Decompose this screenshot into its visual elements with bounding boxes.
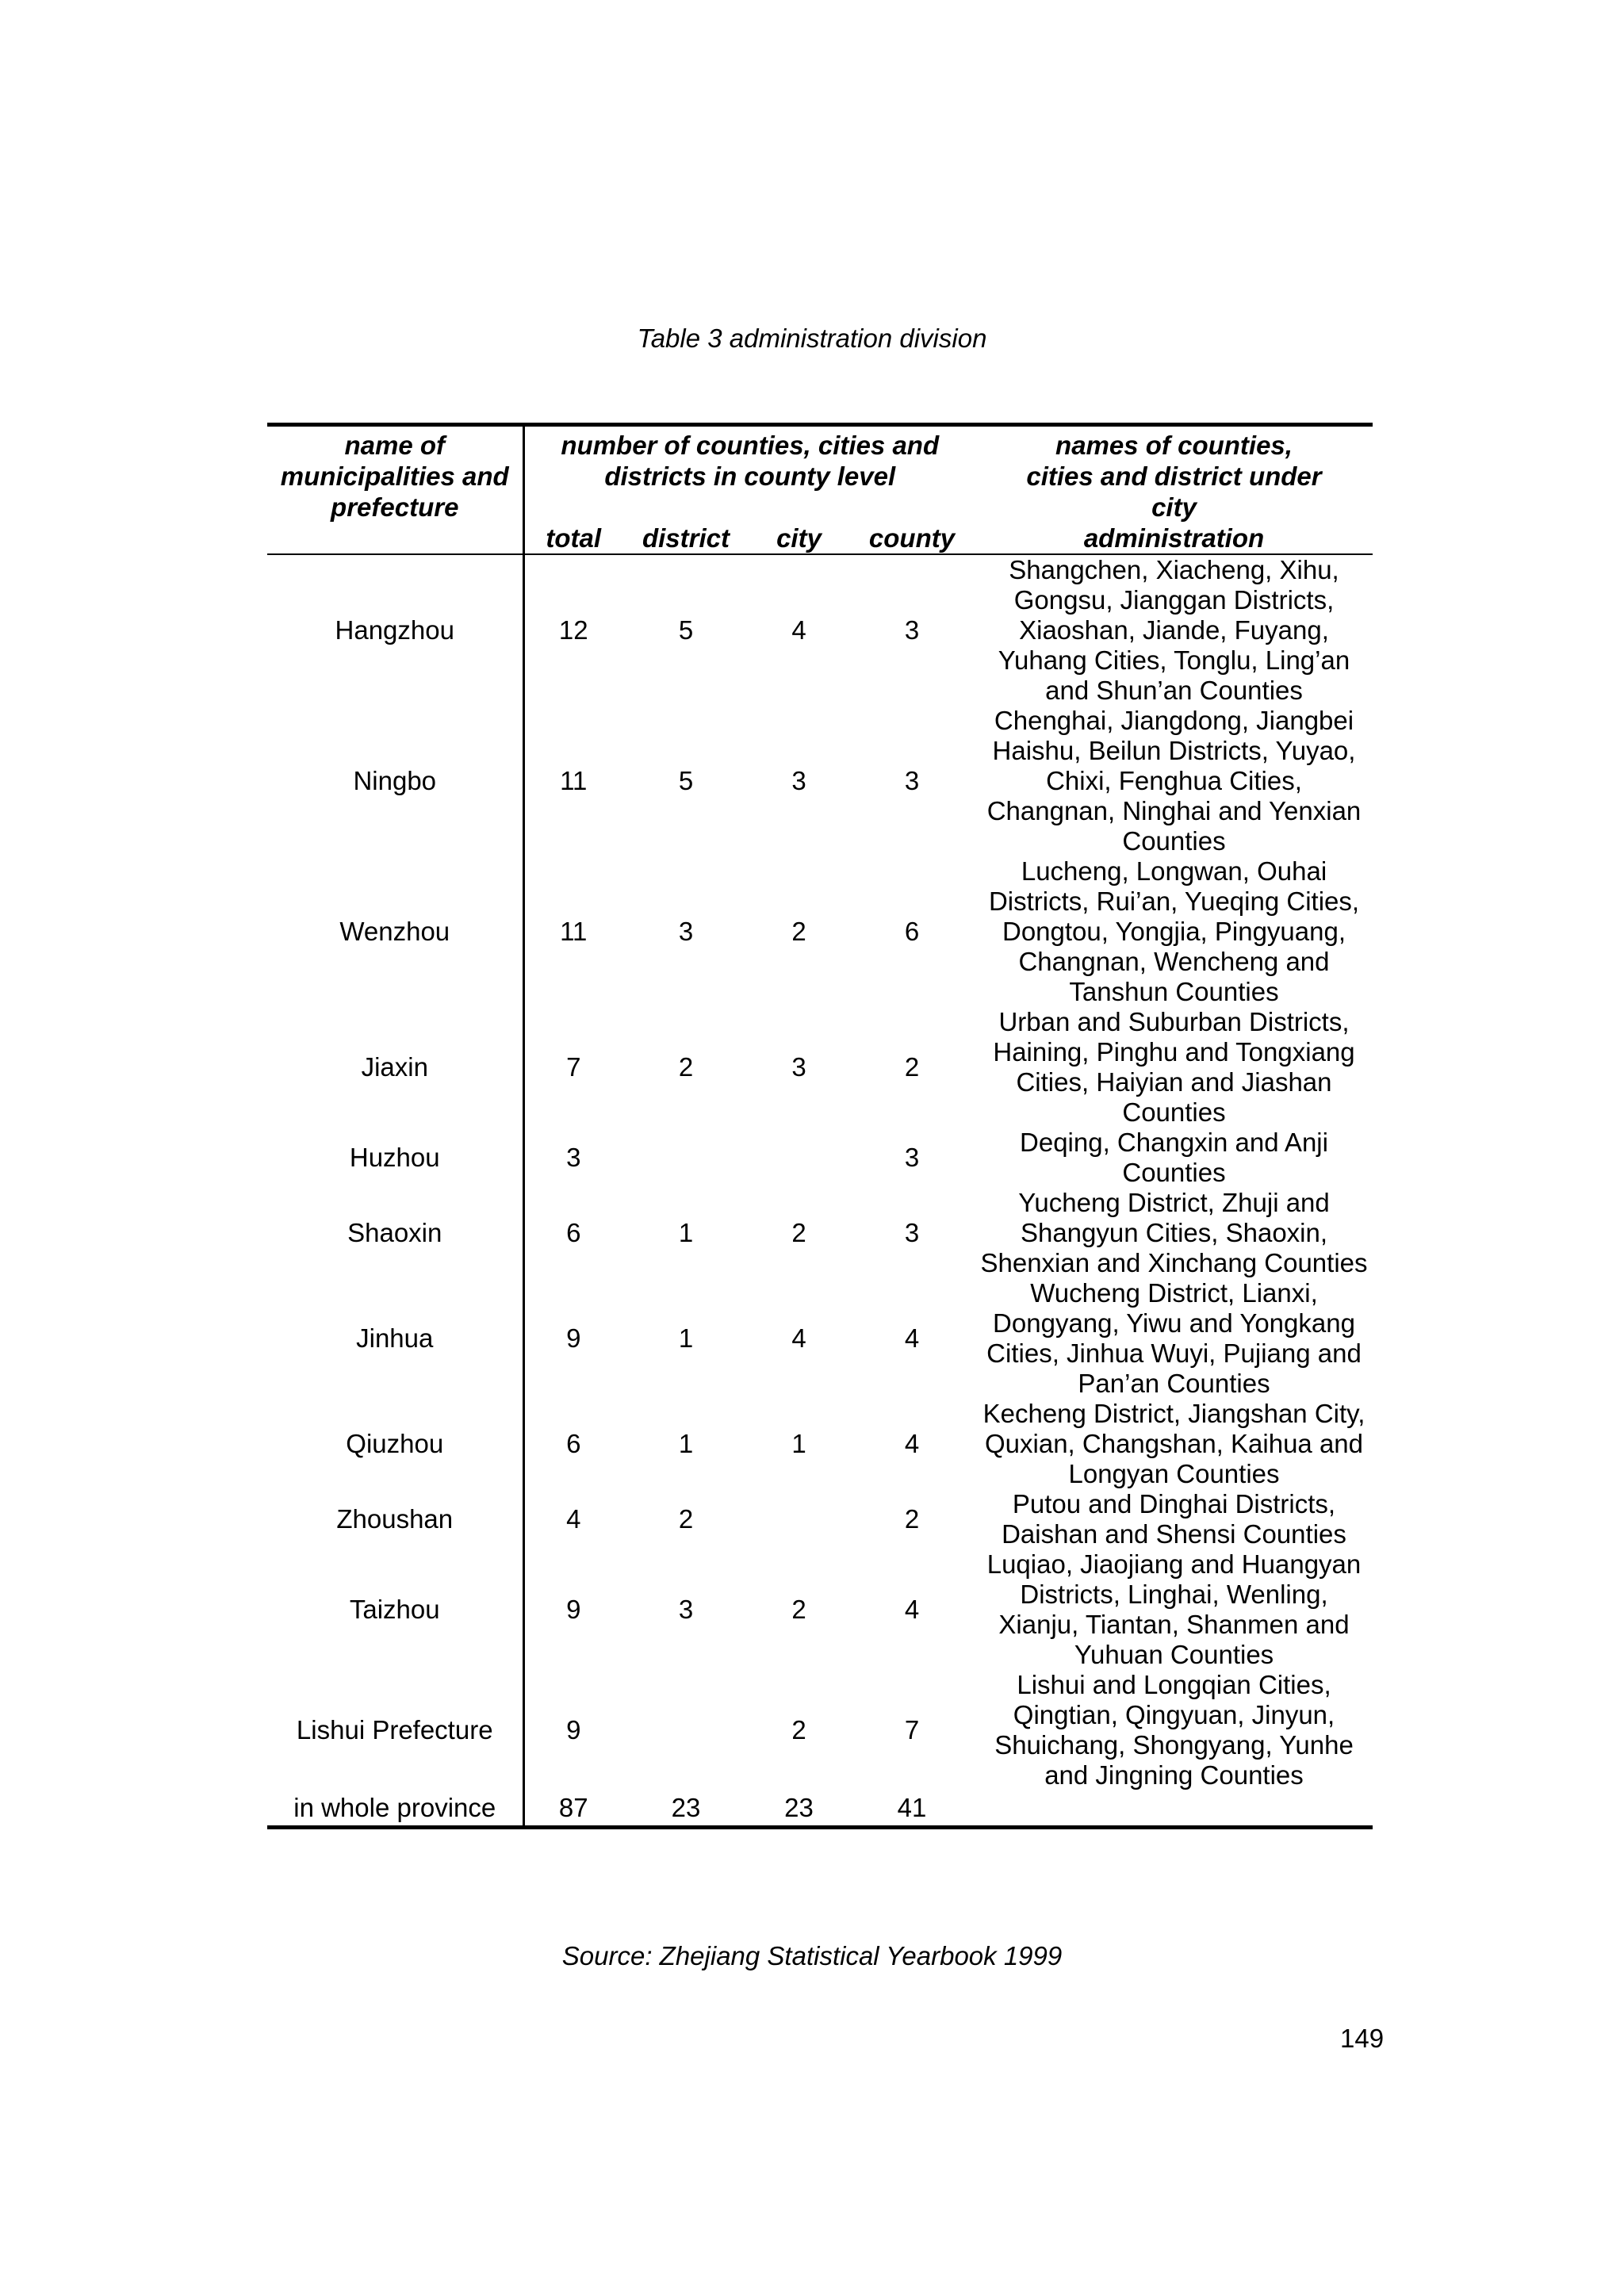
district-value: 1 <box>678 1218 694 1247</box>
total-value: 3 <box>566 1143 581 1172</box>
total-value: 9 <box>566 1595 581 1624</box>
table-row <box>267 856 1373 1007</box>
city-value: 4 <box>791 615 806 645</box>
total-value: 6 <box>566 1429 581 1458</box>
table-row <box>267 1007 1373 1128</box>
total-row-city: 23 <box>784 1793 814 1822</box>
administration-names: Luqiao, Jiaojiang and Huangyan Districts, Linghai, Wenling, Xianju, Tiantan, Shanmen and Yuhuan Counties <box>986 1549 1362 1669</box>
county-value: 6 <box>904 917 920 946</box>
municipality-name: Taizhou <box>267 1549 523 1670</box>
city-value: 4 <box>791 1323 806 1353</box>
table-row <box>267 1128 1373 1188</box>
city-value: 2 <box>791 1595 806 1624</box>
municipality-name: Ningbo <box>267 706 523 856</box>
total-row-names <box>975 1790 1373 1828</box>
total-value: 4 <box>566 1504 581 1534</box>
city-value: 2 <box>791 1218 806 1247</box>
county-value: 3 <box>904 1143 920 1172</box>
municipality-name: Jiaxin <box>267 1007 523 1128</box>
total-value: 9 <box>566 1323 581 1353</box>
city-value: 2 <box>791 917 806 946</box>
county-value: 2 <box>904 1052 920 1082</box>
table-caption: Table 3 administration division <box>637 324 987 353</box>
header-district: district <box>642 523 730 553</box>
city-value: 2 <box>791 1715 806 1744</box>
header-administration: administration <box>1083 523 1265 553</box>
municipality-name: Wenzhou <box>267 856 523 1007</box>
municipality-name: Jinhua <box>267 1278 523 1399</box>
table-row <box>267 1670 1373 1790</box>
table-row <box>267 706 1373 856</box>
administration-names: Lishui and Longqian Cities, Qingtian, Qingyuan, Jinyun, Shuichang, Shongyang, Yunhe and Jingning Counties <box>994 1670 1354 1790</box>
total-row-total: 87 <box>558 1793 588 1822</box>
district-value: 1 <box>678 1429 694 1458</box>
county-value: 4 <box>904 1595 920 1624</box>
district-value: 2 <box>678 1052 694 1082</box>
city-value: 3 <box>791 1052 806 1082</box>
district-value: 3 <box>678 917 694 946</box>
district-value <box>622 1670 749 1790</box>
district-value: 5 <box>678 615 694 645</box>
city-value <box>749 1128 848 1188</box>
header-county: county <box>868 523 956 553</box>
table-row <box>267 554 1373 706</box>
total-value: 12 <box>558 615 588 645</box>
county-value: 7 <box>904 1715 920 1744</box>
administration-names: Chenghai, Jiangdong, Jiangbei Haishu, Beilun Districts, Yuyao, Chixi, Fenghua Cities, Changnan, Ninghai and Yenxian Counties <box>986 706 1362 856</box>
total-value: 11 <box>560 766 588 795</box>
district-value: 1 <box>678 1323 694 1353</box>
table-row <box>267 1549 1373 1670</box>
county-value: 4 <box>904 1429 920 1458</box>
administration-names: Deqing, Changxin and Anji Counties <box>1020 1128 1328 1187</box>
municipality-name: Zhoushan <box>267 1489 523 1549</box>
administration-names: Putou and Dinghai Districts, Daishan and Shensi Counties <box>1002 1489 1346 1549</box>
total-row-label: in whole province <box>267 1790 523 1828</box>
city-value: 3 <box>791 766 806 795</box>
district-value: 2 <box>678 1504 694 1534</box>
county-value: 3 <box>904 766 920 795</box>
total-value: 6 <box>566 1218 581 1247</box>
header-city: city <box>776 523 822 553</box>
county-value: 4 <box>904 1323 920 1353</box>
table-row <box>267 1188 1373 1278</box>
municipality-name: Shaoxin <box>267 1188 523 1278</box>
table-row <box>267 1489 1373 1549</box>
administration-names: Yucheng District, Zhuji and Shangyun Cities, Shaoxin, Shenxian and Xinchang Counties <box>980 1188 1368 1277</box>
district-value <box>622 1128 749 1188</box>
header-number-of-counties: number of counties, cities and districts in county level <box>561 431 940 491</box>
table-row <box>267 1399 1373 1489</box>
county-value: 2 <box>904 1504 920 1534</box>
total-row-district: 23 <box>671 1793 701 1822</box>
city-value <box>749 1489 848 1549</box>
page-number: 149 <box>1340 2024 1385 2053</box>
total-row <box>267 1790 1373 1828</box>
total-value: 9 <box>566 1715 581 1744</box>
header-total: total <box>546 523 602 553</box>
county-value: 3 <box>904 1218 920 1247</box>
district-value: 5 <box>678 766 694 795</box>
administration-names: Lucheng, Longwan, Ouhai Districts, Rui’an, Yueqing Cities, Dongtou, Yongjia, Pingyuang, Changnan, Wencheng and Tanshun Counties <box>988 856 1360 1006</box>
municipality-name: Qiuzhou <box>267 1399 523 1489</box>
municipality-name: Huzhou <box>267 1128 523 1188</box>
county-value: 3 <box>904 615 920 645</box>
total-value: 11 <box>560 917 588 946</box>
city-value: 1 <box>791 1429 806 1458</box>
header-names-of-counties: names of counties, cities and district under city <box>1026 431 1322 522</box>
administration-table-wrapper <box>267 423 1373 1829</box>
administration-names: Shangchen, Xiacheng, Xihu, Gongsu, Jianggan Districts, Xiaoshan, Jiande, Fuyang, Yuhang Cities, Tonglu, Ling’an and Shun’an Counties <box>998 555 1350 705</box>
administration-names: Wucheng District, Lianxi, Dongyang, Yiwu and Yongkang Cities, Jinhua Wuyi, Pujiang and Pan’an Counties <box>986 1278 1362 1398</box>
administration-names: Kecheng District, Jiangshan City, Quxian, Changshan, Kaihua and Longyan Counties <box>982 1399 1365 1488</box>
source-note: Source: Zhejiang Statistical Yearbook 1999 <box>561 1941 1063 1970</box>
total-value: 7 <box>566 1052 581 1082</box>
municipality-name: Lishui Prefecture <box>267 1670 523 1790</box>
municipality-name: Hangzhou <box>267 554 523 706</box>
administration-table <box>267 423 1373 1829</box>
header-municipality: name of municipalities and prefecture <box>267 425 523 554</box>
administration-names: Urban and Suburban Districts, Haining, Pinghu and Tongxiang Cities, Haiyian and Jiashan Counties <box>993 1007 1355 1127</box>
total-row-county: 41 <box>897 1793 927 1822</box>
district-value: 3 <box>678 1595 694 1624</box>
table-row <box>267 1278 1373 1399</box>
